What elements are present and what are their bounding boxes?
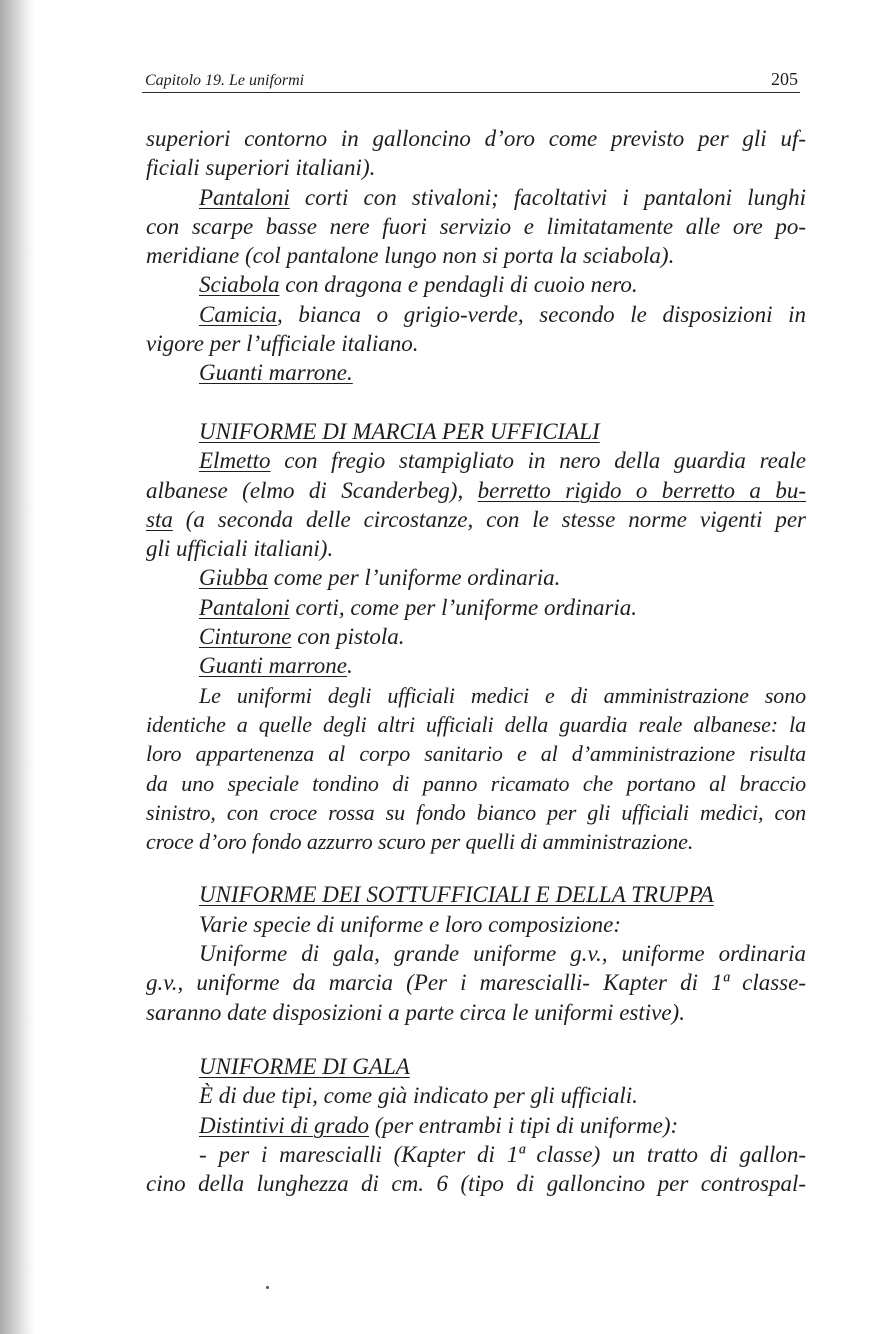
page-number: 205 xyxy=(771,69,798,89)
text-line: È di due tipi, come già indicato per gli ufficiali. xyxy=(199,1083,638,1109)
text-line: Le uniformi degli ufficiali medici e di amministrazione sono xyxy=(199,682,806,708)
section-gap xyxy=(146,856,806,880)
text-line: identiche a quelle degli altri ufficiali della guardia reale albanese: la xyxy=(146,711,806,737)
term-guanti-2: Guanti marrone xyxy=(199,653,348,679)
text-line: loro appartenenza al corpo sanitario e al d’amministrazione risulta xyxy=(146,741,806,767)
text-span: corti, come per l’uniforme ordinaria. xyxy=(289,594,638,620)
text-span: corti con stivaloni; facoltativi i pantaloni lunghi xyxy=(289,184,806,210)
term-busta: sta xyxy=(146,506,173,532)
heading-text: UNIFORME DI MARCIA PER UFFICIALI xyxy=(199,418,600,444)
text-line xyxy=(146,593,806,622)
text-line xyxy=(146,446,806,475)
section-heading-sottufficiali xyxy=(146,880,806,909)
text-line: - per i marescialli (Kapter di 1ª classe) un tratto di gallon- xyxy=(199,1141,806,1167)
medici-paragraph xyxy=(146,681,806,857)
text-span: (per entrambi i tipi di uniforme): xyxy=(368,1112,679,1138)
text-line: Uniforme di gala, grande uniforme g.v., uniforme ordinaria xyxy=(199,941,806,967)
text-line: g.v., uniforme da marcia (Per i marescialli- Kapter di 1ª classe- xyxy=(146,970,806,996)
term-distintivi: Distintivi di grado xyxy=(199,1112,369,1138)
term-giubba: Giubba xyxy=(199,565,268,591)
text-line xyxy=(146,622,806,651)
section-heading-gala xyxy=(146,1052,806,1081)
text-span: . xyxy=(347,653,353,679)
text-span: come per l’uniforme ordinaria. xyxy=(268,565,561,591)
term-berretto: berretto rigido o berretto a bu- xyxy=(477,477,806,503)
text-line: vigore per l’ufficiale italiano. xyxy=(146,331,419,357)
term-cinturone: Cinturone xyxy=(199,624,292,650)
text-line: gli ufficiali italiani). xyxy=(146,536,334,562)
term-elmetto: Elmetto xyxy=(199,448,271,474)
text-span: con dragona e pendagli di cuoio nero. xyxy=(279,272,638,298)
term-pantaloni-2: Pantaloni xyxy=(199,594,290,620)
page-body xyxy=(146,124,806,1198)
text-line: cino della lunghezza di cm. 6 (tipo di galloncino per controspal- xyxy=(146,1171,806,1197)
text-line: Varie specie di uniforme e loro composizione: xyxy=(199,911,622,937)
text-line: da uno speciale tondino di panno ricamato che portano al braccio xyxy=(146,770,806,796)
text-span: con fregio stampigliato in nero della guardia reale xyxy=(270,448,806,474)
text-line xyxy=(146,651,806,680)
text-line xyxy=(146,1111,806,1140)
text-line: meridiane (col pantalone lungo non si porta la sciabola). xyxy=(146,243,675,269)
heading-text: UNIFORME DI GALA xyxy=(199,1053,410,1079)
text-line xyxy=(146,300,806,329)
text-span: (a seconda delle circostanze, con le stesse norme vigenti per xyxy=(172,506,806,532)
text-line xyxy=(146,183,806,212)
term-pantaloni: Pantaloni xyxy=(199,184,290,210)
term-sciabola: Sciabola xyxy=(199,272,280,298)
term-camicia: Camicia xyxy=(199,301,277,327)
text-line: saranno date disposizioni a parte circa le uniformi estive). xyxy=(146,999,685,1025)
text-line: croce d’oro fondo azzurro scuro per quelli di amministrazione. xyxy=(146,829,694,855)
text-line: superiori contorno in galloncino d’oro come previsto per gli uf- xyxy=(146,126,806,151)
text-line xyxy=(146,505,806,534)
text-line xyxy=(146,270,806,299)
section-heading-marcia xyxy=(146,417,806,446)
section-gap xyxy=(146,388,806,417)
term-guanti: Guanti marrone. xyxy=(199,360,353,386)
running-header xyxy=(142,66,800,93)
text-line xyxy=(146,563,806,592)
text-span: , bianca o grigio-verde, secondo le disposizioni in xyxy=(276,301,806,327)
section-gap xyxy=(146,1027,806,1052)
text-line: con scarpe basse nere fuori servizio e limitatamente alle ore po- xyxy=(146,213,806,239)
text-span: con pistola. xyxy=(291,624,405,650)
text-line: ficiali superiori italiani). xyxy=(146,155,376,181)
print-speck xyxy=(266,1286,269,1289)
chapter-title: Capitolo 19. Le uniformi xyxy=(145,72,305,89)
text-line: sinistro, con croce rossa su fondo bianco per gli ufficiali medici, con xyxy=(146,799,806,825)
text-line xyxy=(146,358,806,387)
text-line xyxy=(146,476,806,505)
text-span: albanese (elmo di Scanderbeg), xyxy=(146,477,478,503)
heading-text: UNIFORME DEI SOTTUFFICIALI E DELLA TRUPPA xyxy=(199,882,714,908)
